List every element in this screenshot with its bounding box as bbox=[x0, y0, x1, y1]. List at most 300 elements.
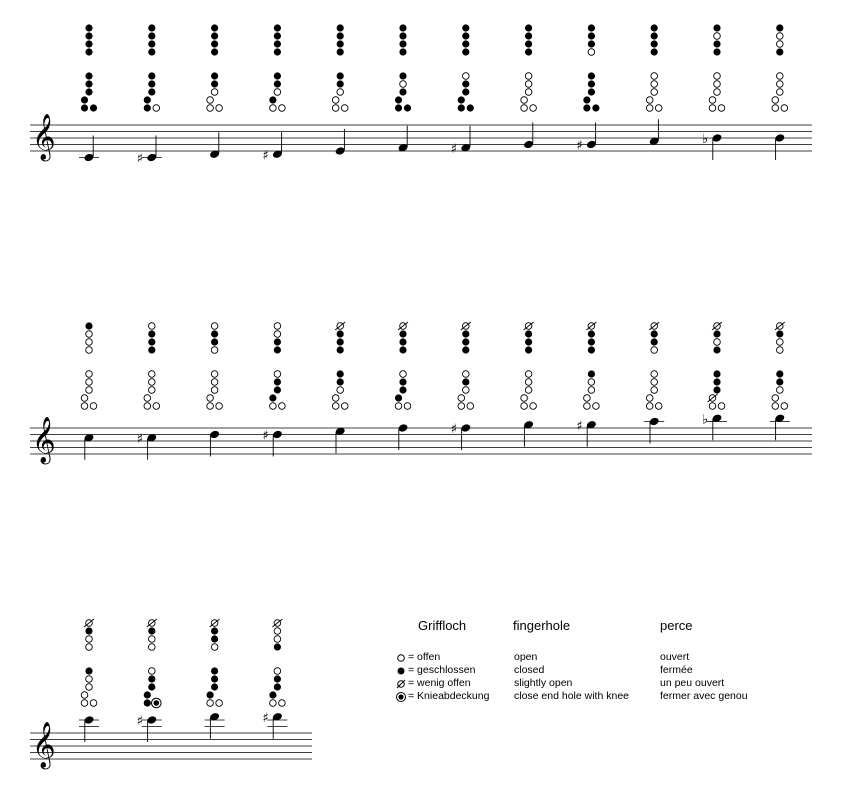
closed-hole bbox=[211, 675, 218, 682]
closed-hole bbox=[395, 96, 402, 103]
open-hole bbox=[207, 105, 214, 112]
open-hole bbox=[144, 403, 151, 410]
closed-hole bbox=[399, 338, 406, 345]
closed-hole bbox=[148, 330, 155, 337]
closed-hole bbox=[588, 370, 595, 377]
closed-hole bbox=[269, 691, 276, 698]
closed-hole bbox=[211, 24, 218, 31]
open-hole bbox=[651, 89, 658, 96]
closed-hole bbox=[211, 72, 218, 79]
open-hole bbox=[777, 89, 784, 96]
closed-hole bbox=[274, 643, 281, 650]
closed-hole bbox=[337, 378, 344, 385]
closed-hole bbox=[592, 104, 599, 111]
open-hole bbox=[207, 403, 214, 410]
closed-hole bbox=[85, 627, 92, 634]
sharp-sign: ♯ bbox=[262, 148, 269, 164]
closed-hole bbox=[148, 627, 155, 634]
closed-hole bbox=[399, 32, 406, 39]
closed-hole bbox=[462, 330, 469, 337]
closed-hole bbox=[588, 88, 595, 95]
closed-hole bbox=[148, 338, 155, 345]
closed-hole bbox=[274, 32, 281, 39]
closed-hole bbox=[148, 48, 155, 55]
closed-hole bbox=[776, 24, 783, 31]
closed-hole bbox=[776, 330, 783, 337]
closed-hole bbox=[337, 40, 344, 47]
fingering-column bbox=[584, 322, 600, 409]
sharp-sign: ♯ bbox=[262, 710, 269, 726]
closed-hole bbox=[85, 88, 92, 95]
fingering-column bbox=[144, 619, 161, 708]
open-hole bbox=[777, 81, 784, 88]
open-hole bbox=[588, 49, 595, 56]
open-hole bbox=[777, 339, 784, 346]
closed-hole bbox=[274, 40, 281, 47]
open-hole bbox=[530, 403, 537, 410]
open-hole bbox=[458, 403, 465, 410]
open-hole bbox=[86, 339, 93, 346]
legend-french: ouvert bbox=[660, 651, 690, 663]
open-hole bbox=[777, 41, 784, 48]
open-hole bbox=[279, 700, 286, 707]
sharp-sign: ♯ bbox=[450, 422, 458, 437]
open-hole bbox=[274, 371, 281, 378]
open-hole bbox=[772, 97, 779, 104]
fingering-column bbox=[269, 323, 285, 410]
closed-hole bbox=[588, 346, 595, 353]
closed-hole bbox=[269, 96, 276, 103]
open-hole bbox=[588, 379, 595, 386]
fingering-column bbox=[772, 322, 788, 409]
closed-hole bbox=[651, 40, 658, 47]
closed-hole bbox=[651, 338, 658, 345]
closed-hole bbox=[713, 378, 720, 385]
closed-hole bbox=[713, 330, 720, 337]
closed-hole bbox=[651, 48, 658, 55]
open-hole bbox=[651, 371, 658, 378]
open-hole bbox=[90, 700, 97, 707]
open-hole bbox=[144, 395, 151, 402]
open-hole bbox=[337, 89, 344, 96]
closed-hole bbox=[274, 72, 281, 79]
closed-hole bbox=[211, 627, 218, 634]
open-hole bbox=[646, 395, 653, 402]
fingering-column bbox=[521, 322, 537, 409]
open-hole bbox=[274, 331, 281, 338]
closed-hole bbox=[274, 24, 281, 31]
fingering-column bbox=[646, 24, 662, 111]
closed-hole bbox=[458, 104, 465, 111]
open-hole bbox=[651, 81, 658, 88]
closed-hole bbox=[207, 691, 214, 698]
legend-english: slightly open bbox=[514, 677, 573, 689]
fingering-column bbox=[646, 322, 662, 409]
open-hole bbox=[149, 644, 156, 651]
sharp-sign: ♯ bbox=[576, 138, 583, 154]
sharp-sign: ♯ bbox=[136, 431, 144, 447]
closed-hole bbox=[148, 40, 155, 47]
open-hole bbox=[646, 97, 653, 104]
closed-hole bbox=[713, 386, 720, 393]
closed-hole bbox=[467, 104, 474, 111]
closed-hole bbox=[274, 346, 281, 353]
open-hole bbox=[593, 403, 600, 410]
open-hole bbox=[651, 387, 658, 394]
open-hole bbox=[207, 395, 214, 402]
closed-hole bbox=[90, 104, 97, 111]
treble-clef: 𝄞 bbox=[32, 722, 56, 768]
closed-hole bbox=[148, 346, 155, 353]
sharp-sign: ♯ bbox=[136, 151, 144, 167]
sharp-sign: ♯ bbox=[136, 714, 144, 729]
closed-hole bbox=[776, 370, 783, 377]
closed-hole bbox=[274, 378, 281, 385]
staff-system bbox=[30, 619, 312, 759]
open-hole bbox=[90, 403, 97, 410]
fingering-column bbox=[81, 24, 97, 111]
closed-hole bbox=[588, 72, 595, 79]
legend-row-half bbox=[395, 677, 835, 690]
closed-hole bbox=[399, 72, 406, 79]
open-hole bbox=[714, 89, 721, 96]
closed-hole bbox=[85, 24, 92, 31]
legend bbox=[395, 618, 835, 708]
open-hole bbox=[207, 97, 214, 104]
closed-hole bbox=[337, 24, 344, 31]
open-hole bbox=[270, 403, 277, 410]
sharp-sign: ♯ bbox=[450, 141, 458, 157]
open-hole bbox=[211, 644, 218, 651]
open-hole bbox=[149, 371, 156, 378]
closed-hole bbox=[148, 88, 155, 95]
closed-hole bbox=[399, 24, 406, 31]
open-hole bbox=[86, 644, 93, 651]
closed-hole bbox=[144, 104, 151, 111]
open-hole bbox=[525, 371, 532, 378]
open-hole bbox=[772, 403, 779, 410]
legend-header-english: fingerhole bbox=[513, 618, 571, 633]
open-hole bbox=[714, 33, 721, 40]
closed-hole bbox=[337, 370, 344, 377]
closed-hole bbox=[399, 378, 406, 385]
open-hole bbox=[153, 403, 160, 410]
closed-hole bbox=[144, 699, 151, 706]
closed-hole bbox=[399, 88, 406, 95]
closed-hole bbox=[776, 378, 783, 385]
open-hole bbox=[584, 395, 591, 402]
fingering-column bbox=[207, 24, 223, 111]
closed-hole bbox=[399, 386, 406, 393]
closed-hole bbox=[525, 24, 532, 31]
closed-hole bbox=[462, 32, 469, 39]
closed-hole bbox=[713, 40, 720, 47]
closed-hole bbox=[274, 683, 281, 690]
open-hole bbox=[211, 387, 218, 394]
open-hole bbox=[149, 379, 156, 386]
open-hole bbox=[777, 387, 784, 394]
fingering-column bbox=[395, 322, 411, 409]
fingering-column bbox=[81, 322, 97, 409]
closed-hole bbox=[651, 24, 658, 31]
open-hole bbox=[709, 403, 716, 410]
closed-hole bbox=[713, 370, 720, 377]
open-hole bbox=[274, 668, 281, 675]
open-hole bbox=[153, 105, 160, 112]
open-hole bbox=[86, 636, 93, 643]
open-hole bbox=[521, 105, 528, 112]
treble-clef: 𝄞 bbox=[32, 417, 56, 463]
fingering-column bbox=[395, 24, 411, 111]
open-hole bbox=[81, 403, 88, 410]
legend-english: open bbox=[514, 651, 538, 663]
open-hole bbox=[772, 105, 779, 112]
half-open-hole-icon bbox=[395, 678, 407, 690]
open-hole bbox=[207, 700, 214, 707]
closed-hole bbox=[525, 32, 532, 39]
open-hole bbox=[274, 89, 281, 96]
fingering-column bbox=[332, 24, 348, 111]
open-hole bbox=[521, 395, 528, 402]
knee-cover-dot bbox=[154, 700, 160, 706]
open-hole bbox=[404, 403, 411, 410]
sharp-sign: ♯ bbox=[576, 418, 583, 434]
open-hole bbox=[525, 73, 532, 80]
open-hole bbox=[651, 347, 658, 354]
closed-hole bbox=[85, 322, 92, 329]
open-hole bbox=[530, 105, 537, 112]
closed-hole bbox=[274, 80, 281, 87]
open-hole bbox=[651, 73, 658, 80]
open-hole bbox=[718, 105, 725, 112]
closed-hole bbox=[588, 40, 595, 47]
closed-hole bbox=[211, 683, 218, 690]
closed-hole bbox=[148, 24, 155, 31]
closed-hole bbox=[525, 40, 532, 47]
open-hole bbox=[332, 395, 339, 402]
closed-hole bbox=[85, 80, 92, 87]
open-hole bbox=[655, 105, 662, 112]
legend-german: = geschlossen bbox=[408, 664, 476, 676]
fingering-column bbox=[144, 24, 160, 111]
closed-hole bbox=[588, 330, 595, 337]
legend-header-french: perce bbox=[660, 618, 693, 633]
fingering-column bbox=[583, 24, 599, 111]
closed-hole bbox=[399, 40, 406, 47]
legend-header-german: Griffloch bbox=[418, 618, 467, 633]
open-hole bbox=[211, 379, 218, 386]
closed-hole bbox=[713, 346, 720, 353]
closed-hole bbox=[399, 330, 406, 337]
open-hole bbox=[216, 105, 223, 112]
sharp-sign: ♯ bbox=[262, 428, 269, 444]
open-hole bbox=[332, 97, 339, 104]
open-hole bbox=[211, 347, 218, 354]
closed-hole bbox=[462, 24, 469, 31]
open-hole bbox=[463, 387, 470, 394]
fingering-column bbox=[708, 322, 725, 409]
closed-hole bbox=[337, 48, 344, 55]
open-hole bbox=[395, 403, 402, 410]
fingering-column bbox=[207, 323, 223, 410]
open-hole bbox=[714, 73, 721, 80]
fingering-column bbox=[521, 24, 537, 111]
open-hole bbox=[332, 105, 339, 112]
closed-hole bbox=[462, 40, 469, 47]
closed-hole bbox=[81, 104, 88, 111]
open-hole bbox=[216, 700, 223, 707]
closed-hole bbox=[148, 80, 155, 87]
legend-row-closed bbox=[395, 664, 835, 677]
open-hole bbox=[274, 636, 281, 643]
open-hole bbox=[341, 403, 348, 410]
open-hole bbox=[655, 403, 662, 410]
closed-hole bbox=[462, 80, 469, 87]
closed-hole bbox=[85, 72, 92, 79]
closed-hole bbox=[274, 386, 281, 393]
closed-hole bbox=[211, 80, 218, 87]
open-hole bbox=[216, 403, 223, 410]
closed-hole bbox=[148, 72, 155, 79]
open-hole bbox=[270, 700, 277, 707]
open-hole bbox=[525, 89, 532, 96]
closed-hole bbox=[337, 72, 344, 79]
legend-row-open bbox=[395, 651, 835, 664]
closed-hole bbox=[462, 48, 469, 55]
open-hole bbox=[211, 323, 218, 330]
closed-hole bbox=[588, 80, 595, 87]
closed-hole bbox=[337, 346, 344, 353]
open-hole bbox=[86, 684, 93, 691]
closed-hole bbox=[588, 24, 595, 31]
legend-german: = wenig offen bbox=[408, 677, 471, 689]
legend-french: fermée bbox=[660, 664, 693, 676]
closed-hole bbox=[211, 48, 218, 55]
closed-hole bbox=[211, 330, 218, 337]
legend-english: close end hole with knee bbox=[514, 690, 629, 702]
legend-german: = Knieabdeckung bbox=[408, 690, 490, 702]
open-hole bbox=[81, 692, 88, 699]
closed-hole bbox=[274, 48, 281, 55]
open-hole bbox=[646, 105, 653, 112]
open-hole bbox=[279, 403, 286, 410]
closed-hole bbox=[148, 683, 155, 690]
open-hole bbox=[651, 379, 658, 386]
fingering-column bbox=[332, 322, 348, 409]
closed-hole bbox=[85, 48, 92, 55]
fingering-column bbox=[269, 619, 285, 706]
open-hole bbox=[149, 387, 156, 394]
open-hole bbox=[777, 73, 784, 80]
closed-hole bbox=[144, 691, 151, 698]
open-hole bbox=[86, 331, 93, 338]
open-hole bbox=[458, 395, 465, 402]
closed-hole bbox=[462, 338, 469, 345]
open-hole bbox=[772, 395, 779, 402]
closed-hole bbox=[148, 675, 155, 682]
open-hole bbox=[714, 81, 721, 88]
fingering-column bbox=[458, 24, 474, 111]
closed-hole bbox=[274, 338, 281, 345]
legend-german: = offen bbox=[408, 651, 441, 663]
closed-hole bbox=[148, 32, 155, 39]
open-hole bbox=[274, 628, 281, 635]
closed-hole bbox=[583, 104, 590, 111]
closed-hole bbox=[462, 346, 469, 353]
open-hole bbox=[337, 387, 344, 394]
closed-hole bbox=[144, 96, 151, 103]
open-hole bbox=[463, 73, 470, 80]
closed-hole bbox=[462, 378, 469, 385]
open-hole bbox=[86, 371, 93, 378]
closed-hole bbox=[337, 338, 344, 345]
open-hole bbox=[709, 97, 716, 104]
open-hole bbox=[149, 636, 156, 643]
legend-french: un peu ouvert bbox=[660, 677, 725, 689]
open-hole bbox=[525, 387, 532, 394]
fingering-column bbox=[269, 24, 285, 111]
closed-hole bbox=[85, 32, 92, 39]
closed-hole bbox=[337, 32, 344, 39]
closed-hole bbox=[274, 675, 281, 682]
closed-hole bbox=[395, 394, 402, 401]
open-hole bbox=[81, 700, 88, 707]
closed-hole bbox=[713, 48, 720, 55]
closed-hole bbox=[211, 32, 218, 39]
fingering-column bbox=[772, 24, 788, 111]
open-hole bbox=[86, 347, 93, 354]
closed-hole bbox=[583, 96, 590, 103]
open-hole bbox=[270, 105, 277, 112]
closed-hole bbox=[713, 24, 720, 31]
closed-hole bbox=[404, 104, 411, 111]
closed-hole bbox=[337, 330, 344, 337]
treble-clef: 𝄞 bbox=[32, 114, 56, 160]
flat-sign: ♭ bbox=[702, 132, 709, 147]
fingering-column bbox=[709, 24, 725, 111]
fingering-column bbox=[207, 619, 223, 706]
open-hole bbox=[86, 379, 93, 386]
open-hole bbox=[279, 105, 286, 112]
closed-hole bbox=[399, 346, 406, 353]
fingering-column bbox=[144, 323, 160, 410]
closed-hole bbox=[395, 104, 402, 111]
closed-hole bbox=[525, 338, 532, 345]
staff-system bbox=[30, 24, 812, 166]
legend-french: fermer avec genou bbox=[660, 690, 748, 702]
open-hole bbox=[781, 403, 788, 410]
closed-hole bbox=[525, 48, 532, 55]
closed-hole bbox=[588, 338, 595, 345]
open-hole bbox=[400, 371, 407, 378]
closed-hole bbox=[458, 96, 465, 103]
closed-hole-icon bbox=[395, 665, 407, 677]
fingering-column bbox=[81, 619, 97, 706]
open-hole bbox=[81, 395, 88, 402]
closed-hole bbox=[525, 346, 532, 353]
open-hole bbox=[781, 105, 788, 112]
closed-hole bbox=[85, 667, 92, 674]
closed-hole bbox=[651, 32, 658, 39]
open-hole bbox=[521, 403, 528, 410]
open-hole bbox=[463, 371, 470, 378]
fingering-column bbox=[458, 322, 474, 409]
closed-hole bbox=[337, 80, 344, 87]
open-hole bbox=[467, 403, 474, 410]
open-hole bbox=[777, 33, 784, 40]
open-hole bbox=[584, 403, 591, 410]
closed-hole bbox=[211, 338, 218, 345]
